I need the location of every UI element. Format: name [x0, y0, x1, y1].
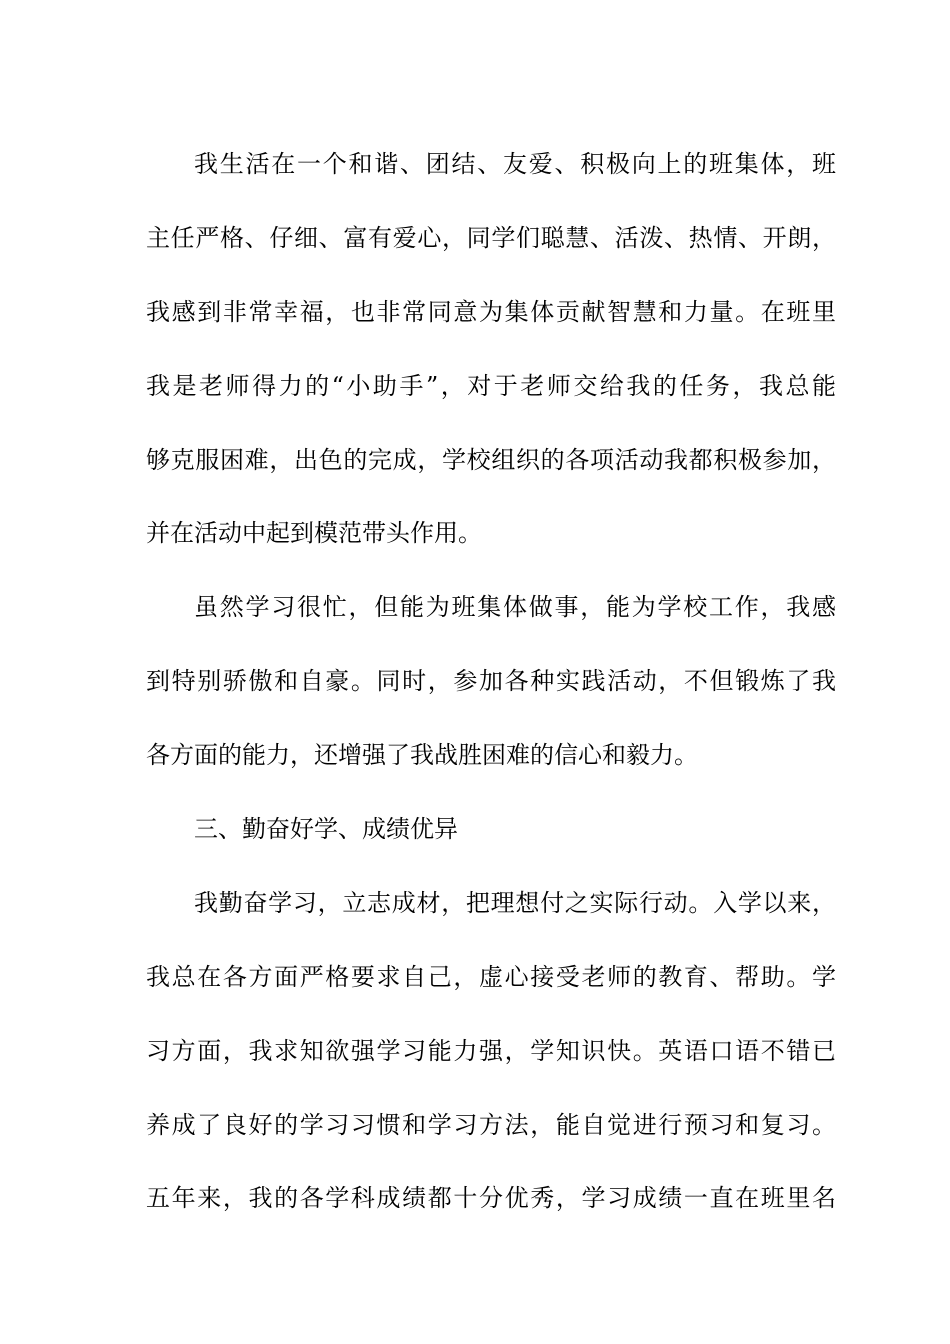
paragraph-line: 各方面的能力，还增强了我战胜困难的信心和毅力。 [146, 741, 698, 770]
paragraph-line: 并在活动中起到模范带头作用。 [146, 519, 482, 548]
paragraph-line: 我生活在一个和谐、团结、友爱、积极向上的班集体，班 [194, 150, 836, 178]
paragraph-line: 我是老师得力的“小助手”，对于老师交给我的任务，我总能 [146, 371, 836, 400]
section-heading: 三、勤奋好学、成绩优异 [194, 815, 458, 844]
paragraph-line: 养成了良好的学习习惯和学习方法，能自觉进行预习和复习。 [146, 1110, 836, 1139]
paragraph-line: 习方面，我求知欲强学习能力强，学知识快。英语口语不错已 [146, 1036, 836, 1065]
paragraph-line: 到特别骄傲和自豪。同时，参加各种实践活动，不但锻炼了我 [146, 667, 836, 696]
paragraph-line: 五年来，我的各学科成绩都十分优秀，学习成绩一直在班里名 [146, 1184, 836, 1213]
paragraph-line: 我感到非常幸福，也非常同意为集体贡献智慧和力量。在班里 [146, 297, 836, 326]
paragraph-line: 够克服困难，出色的完成，学校组织的各项活动我都积极参加， [146, 445, 836, 474]
paragraph-line: 我总在各方面严格要求自己，虚心接受老师的教育、帮助。学 [146, 962, 836, 991]
body-text [146, 128, 836, 1236]
paragraph-line: 主任严格、仔细、富有爱心，同学们聪慧、活泼、热情、开朗， [146, 223, 836, 252]
paragraph-line: 我勤奋学习，立志成材，把理想付之实际行动。入学以来， [194, 888, 836, 917]
paragraph-line: 虽然学习很忙，但能为班集体做事，能为学校工作，我感 [194, 593, 836, 622]
